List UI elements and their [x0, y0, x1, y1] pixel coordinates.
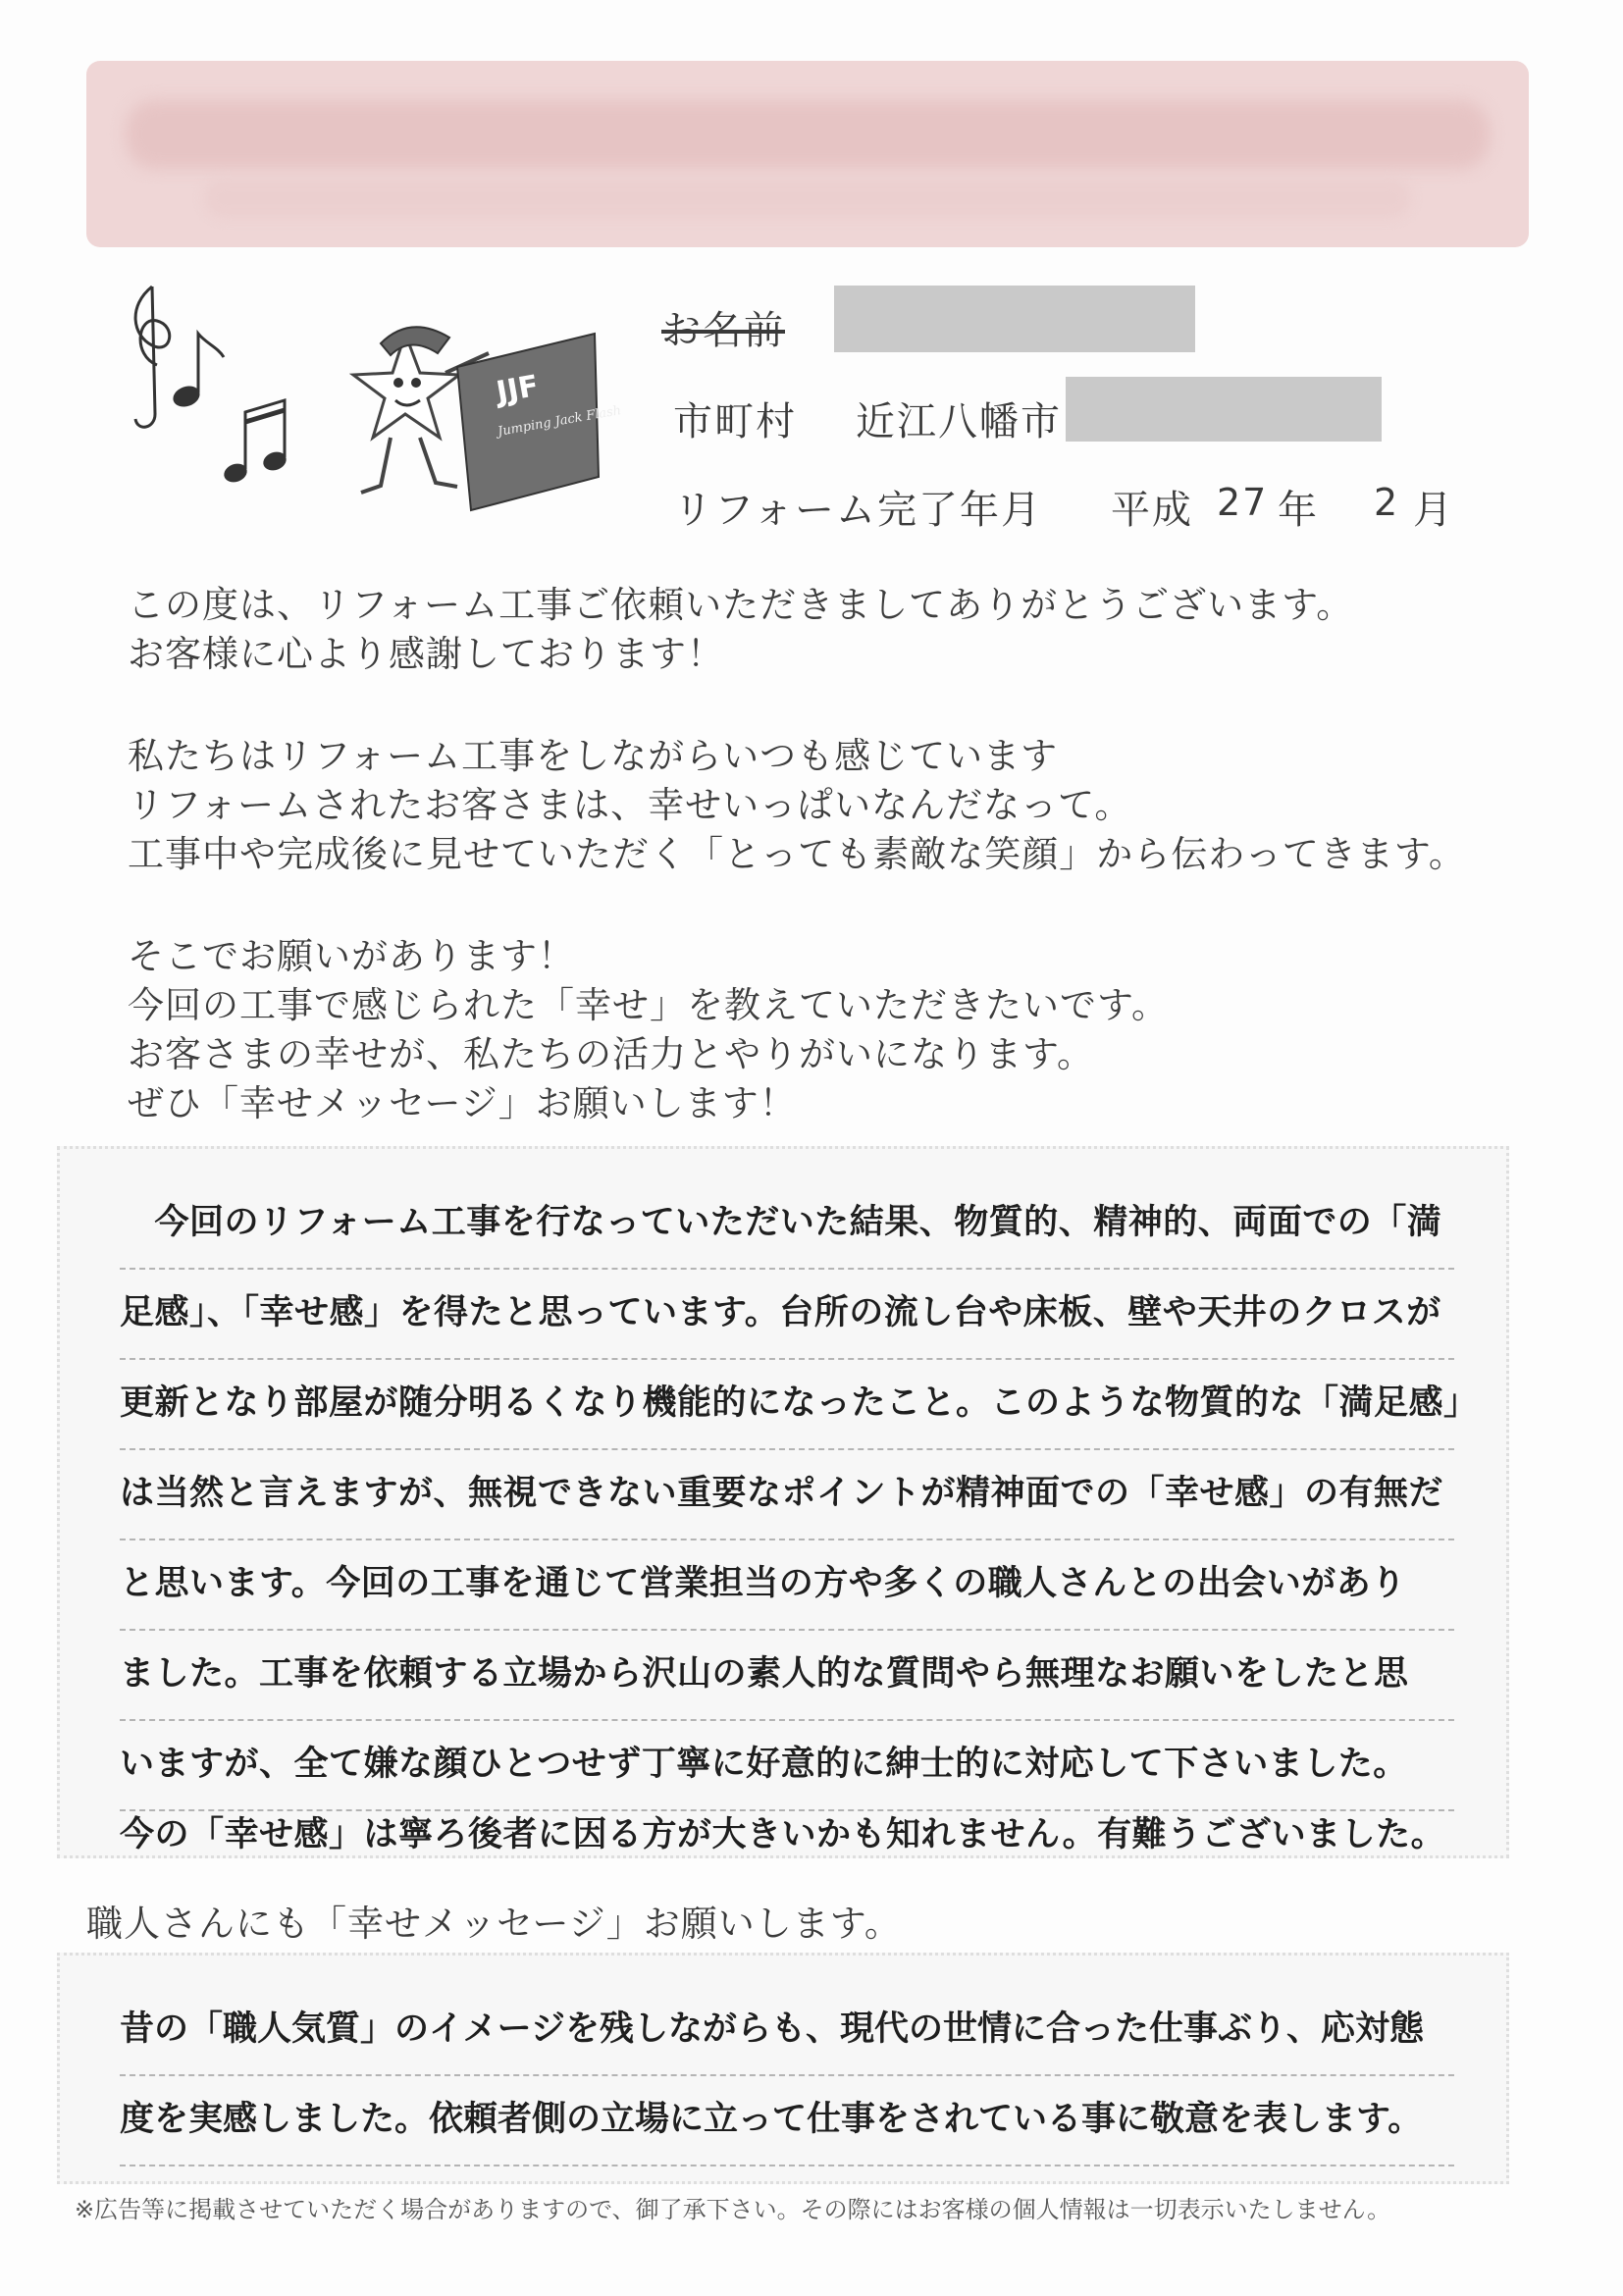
- message-line: 今の「幸せ感」は寧ろ後者に因る方が大きいかも知れません。有難うございました。: [120, 1815, 1446, 1854]
- completion-era: 平成: [1111, 488, 1193, 533]
- message-line: 更新となり部屋が随分明るくなり機能的になったこと。このような物質的な「満足感」: [120, 1358, 1454, 1450]
- intro-line: ぜひ「幸せメッセージ」お願いします！: [128, 1082, 797, 1124]
- intro-line: この度は、リフォーム工事ご依頼いただきましてありがとうございます。: [128, 584, 1354, 626]
- name-redaction: [834, 286, 1195, 352]
- intro-paragraph-feeling: [128, 732, 1541, 879]
- name-label: お名前: [661, 308, 785, 353]
- message-line: ました。工事を依頼する立場から沢山の素人的な質問やら無理なお願いをしたと思: [120, 1629, 1454, 1721]
- address-redaction: [1066, 377, 1382, 442]
- message-line: いますが、全て嫌な顔ひとつせず丁寧に好意的に紳士的に対応して下さいました。: [120, 1719, 1454, 1811]
- jjf-mascot-icon: [351, 314, 623, 530]
- mascot-logo-text: JJF: [494, 368, 542, 410]
- mascot-logo-subtext: Jumping Jack Flash: [497, 403, 623, 440]
- intro-line: リフォームされたお客さまは、幸せいっぱいなんだなって。: [128, 784, 1132, 826]
- intro-line: お客様に心より感謝しております！: [128, 633, 724, 675]
- craftsman-message-line: 昔の「職人気質」のイメージを残しながらも、現代の世情に合った仕事ぶり、応対態: [120, 1984, 1454, 2076]
- craftsman-message-line: 度を実感しました。依頼者側の立場に立って仕事をされている事に敬意を表します。: [120, 2074, 1454, 2166]
- intro-line: お客さまの幸せが、私たちの活力とやりがいになります。: [128, 1033, 1095, 1075]
- banner-subtitle-faded: [204, 179, 1411, 218]
- privacy-footnote: ※広告等に掲載させていただく場合がありますので、御了承下さい。その際にはお客様の個人情報は一切表示いたしません。: [75, 2196, 1391, 2223]
- intro-line: そこでお願いがあります！: [128, 935, 575, 977]
- intro-line: 今回の工事で感じられた「幸せ」を教えていただきたいです。: [128, 984, 1170, 1026]
- completion-date-label: リフォーム完了年月: [673, 488, 1042, 533]
- message-line: と思います。今回の工事を通じて営業担当の方や多くの職人さんとの出会いがあり: [120, 1539, 1454, 1631]
- banner-title-faded: [126, 100, 1490, 169]
- intro-line: 工事中や完成後に見せていただく「とっても素敵な笑顔」から伝わってきます。: [128, 833, 1466, 875]
- city-value: 近江八幡市: [856, 399, 1062, 444]
- header-banner: [86, 61, 1529, 247]
- intro-paragraph-thanks: [128, 581, 1541, 679]
- message-line: 今回のリフォーム工事を行なっていただいた結果、物質的、精神的、両面での「満: [120, 1177, 1454, 1270]
- message-line: は当然と言えますが、無視できない重要なポイントが精神面での「幸せ感」の有無だ: [120, 1448, 1454, 1540]
- craftsman-heading: 職人さんにも「幸せメッセージ」お願いします。: [86, 1903, 902, 1945]
- completion-month: 2: [1374, 481, 1400, 524]
- city-label: 市町村: [673, 399, 797, 444]
- completion-year: 27: [1217, 481, 1269, 524]
- intro-line: 私たちはリフォーム工事をしながらいつも感じています: [128, 735, 1059, 777]
- message-line: 足感」、「幸せ感」を得たと思っています。台所の流し台や床板、壁や天井のクロスが: [120, 1268, 1454, 1360]
- completion-year-unit: 年: [1278, 488, 1319, 533]
- music-notes-icon: [108, 267, 304, 493]
- completion-month-unit: 月: [1413, 488, 1454, 533]
- intro-paragraph-request: [128, 932, 1541, 1128]
